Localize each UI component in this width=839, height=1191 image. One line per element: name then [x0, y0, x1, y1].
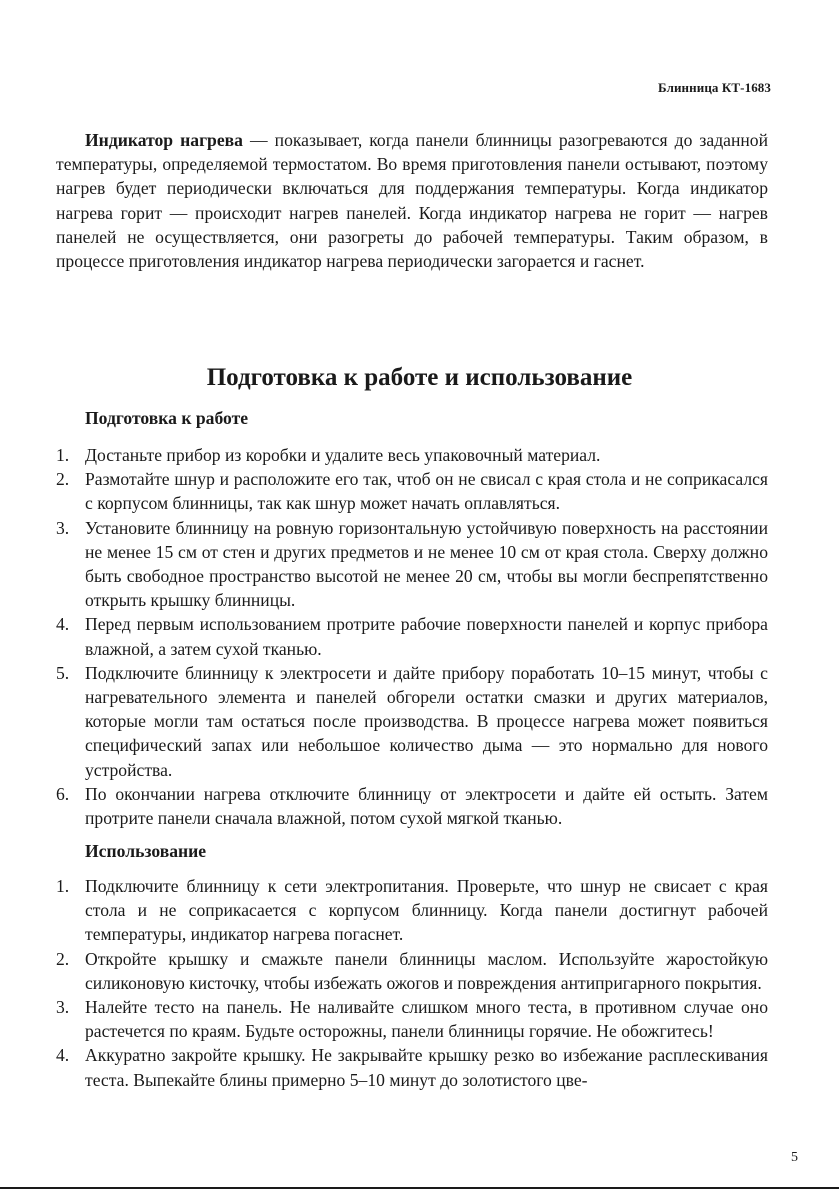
list-item-text: Достаньте прибор из коробки и удалите весь упаковочный материал.	[85, 445, 601, 465]
preparation-list	[56, 443, 768, 830]
list-item-text: Налейте тесто на панель. Не наливайте слишком много теста, в противном случае оно растечется по краям. Будьте осторожны, панели блинницы горячие. Не обожгитесь!	[85, 997, 768, 1042]
list-item	[56, 782, 768, 830]
list-item-number: 4.	[56, 1045, 70, 1066]
list-item	[56, 612, 768, 660]
list-item	[56, 947, 768, 995]
list-item	[56, 516, 768, 613]
list-item-text: Размотайте шнур и расположите его так, чтоб он не свисал с края стола и не соприкасался с корпусом блинницы, так как шнур может начать оплавляться.	[85, 469, 768, 514]
list-item	[56, 995, 768, 1043]
list-item-text: По окончании нагрева отключите блинницу от электросети и дайте ей остыть. Затем протрите панели сначала влажной, потом сухой мягкой тканью.	[85, 783, 768, 829]
list-item-number: 6.	[56, 783, 70, 804]
list-item	[56, 874, 768, 947]
list-item-text: Подключите блинницу к сети электропитания. Проверьте, что шнур не свисает с края стола и не соприкасается с корпусом блинницу. Когда панели достигнут рабочей температуры, индикатор нагрева погаснет.	[85, 876, 768, 945]
running-header: Блинница КТ-1683	[658, 80, 771, 95]
usage-heading: Использование	[85, 841, 207, 861]
list-item	[56, 661, 768, 782]
list-item-number: 1.	[56, 445, 70, 465]
page-number: 5	[791, 1150, 798, 1165]
list-item-number: 5.	[56, 662, 70, 683]
list-item-number: 3.	[56, 997, 70, 1018]
intro-text: — показывает, когда панели блинницы разогреваются до заданной температуры, определяемой термостатом. Во время приготовления панели остывают, поэтому нагрев будет периодически включаться для поддержания температуры. Когда индикатор нагрева горит — происходит нагрев панелей. Когда индикатор нагрева не горит — нагрев панелей не осуществляется, они разогреты до рабочей температуры. Таким образом, в процессе приготовления индикатор нагрева периодически загорается и гаснет.	[56, 130, 768, 272]
usage-list	[56, 874, 768, 1092]
list-item	[56, 443, 768, 467]
bottom-rule	[0, 1187, 839, 1189]
list-item-text: Аккуратно закройте крышку. Не закрывайте крышку резко во избежание расплескивания теста. Выпекайте блины примерно 5–10 минут до золотистого цве-	[85, 1045, 768, 1090]
list-item-number: 4.	[56, 614, 70, 635]
intro-term: Индикатор нагрева	[85, 130, 243, 150]
list-item-text: Подключите блинницу к электросети и дайте прибору поработать 10–15 минут, чтобы с нагревательного элемента и панелей обгорели остатки смазки и других материалов, которые могли там остаться после производства. В процессе нагрева может появиться специфический запах или небольшое количество дыма — это нормально для нового устройства.	[85, 662, 768, 780]
list-item	[56, 467, 768, 515]
intro-paragraph	[56, 128, 768, 273]
list-item-text: Установите блинницу на ровную горизонтальную устойчивую поверхность на расстоянии не менее 15 см от стен и других предметов и не менее 10 см от края стола. Сверху должно быть свободное пространство высотой не менее 20 см, чтобы вы могли беспрепятственно открыть крышку блинницы.	[85, 517, 768, 611]
list-item-number: 1.	[56, 876, 70, 896]
list-item	[56, 1043, 768, 1091]
list-item-number: 3.	[56, 517, 70, 538]
preparation-heading: Подготовка к работе	[85, 408, 249, 428]
list-item-text: Откройте крышку и смажьте панели блинницы маслом. Используйте жаростойкую силиконовую кисточку, чтобы избежать ожогов и повреждения антипригарного покрытия.	[85, 948, 768, 993]
list-item-number: 2.	[56, 948, 70, 969]
section-title: Подготовка к работе и использование	[206, 364, 633, 391]
list-item-text: Перед первым использованием протрите рабочие поверхности панелей и корпус прибора влажной, а затем сухой тканью.	[85, 614, 768, 659]
list-item-number: 2.	[56, 469, 70, 490]
